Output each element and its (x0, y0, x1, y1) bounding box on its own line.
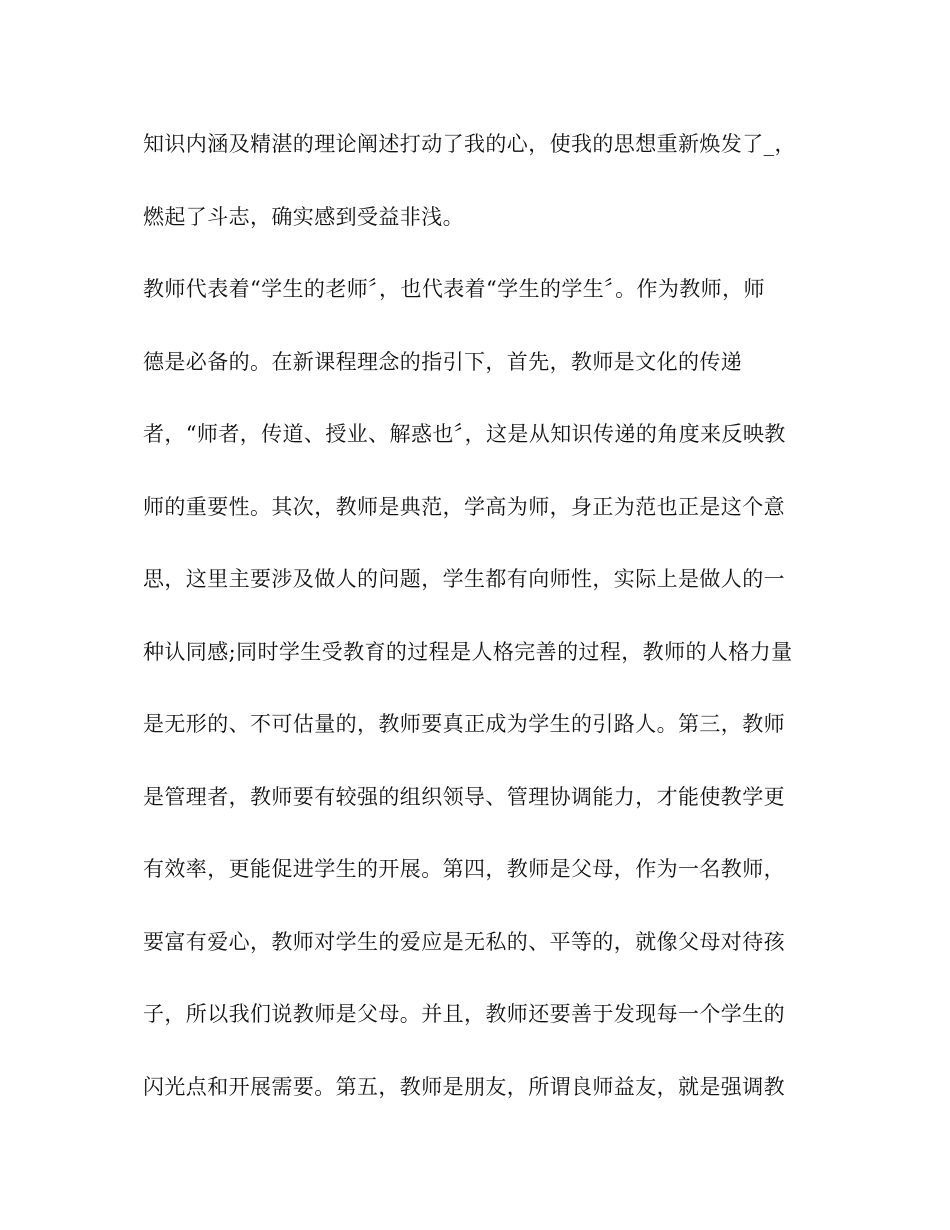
text-line: 德是必备的。在新课程理念的指引下，首先，教师是文化的传递 (143, 350, 743, 374)
text-line: 是管理者，教师要有较强的组织领导、管理协调能力，才能使教学更 (143, 785, 785, 809)
text-line: 者，“师者，传道、授业、解惑也〞，这是从知识传递的角度来反映教 (143, 422, 786, 446)
text-line: 有效率，更能促进学生的开展。第四，教师是父母，作为一名教师， (143, 857, 785, 881)
text-line: 是无形的、不可估量的，教师要真正成为学生的引路人。第三，教师 (143, 712, 785, 736)
text-line: 师的重要性。其次，教师是典范，学高为师，身正为范也正是这个意 (143, 495, 785, 519)
text-line: 知识内涵及精湛的理论阐述打动了我的心，使我的思想重新焕发了_， (143, 132, 796, 156)
text-line: 思，这里主要涉及做人的问题，学生都有向师性，实际上是做人的一 (143, 567, 785, 591)
text-line: 教师代表着“学生的老师〞，也代表着“学生的学生〞。作为教师，师 (143, 277, 765, 301)
text-line: 子，所以我们说教师是父母。并且，教师还要善于发现每一个学生的 (143, 1002, 785, 1026)
text-line: 燃起了斗志，确实感到受益非浅。 (143, 205, 464, 229)
text-line: 种认同感;同时学生受教育的过程是人格完善的过程，教师的人格力量 (143, 640, 793, 664)
text-line: 闪光点和开展需要。第五，教师是朋友，所谓良师益友，就是强调教 (143, 1075, 785, 1099)
text-line: 要富有爱心，教师对学生的爱应是无私的、平等的，就像父母对待孩 (143, 930, 785, 954)
